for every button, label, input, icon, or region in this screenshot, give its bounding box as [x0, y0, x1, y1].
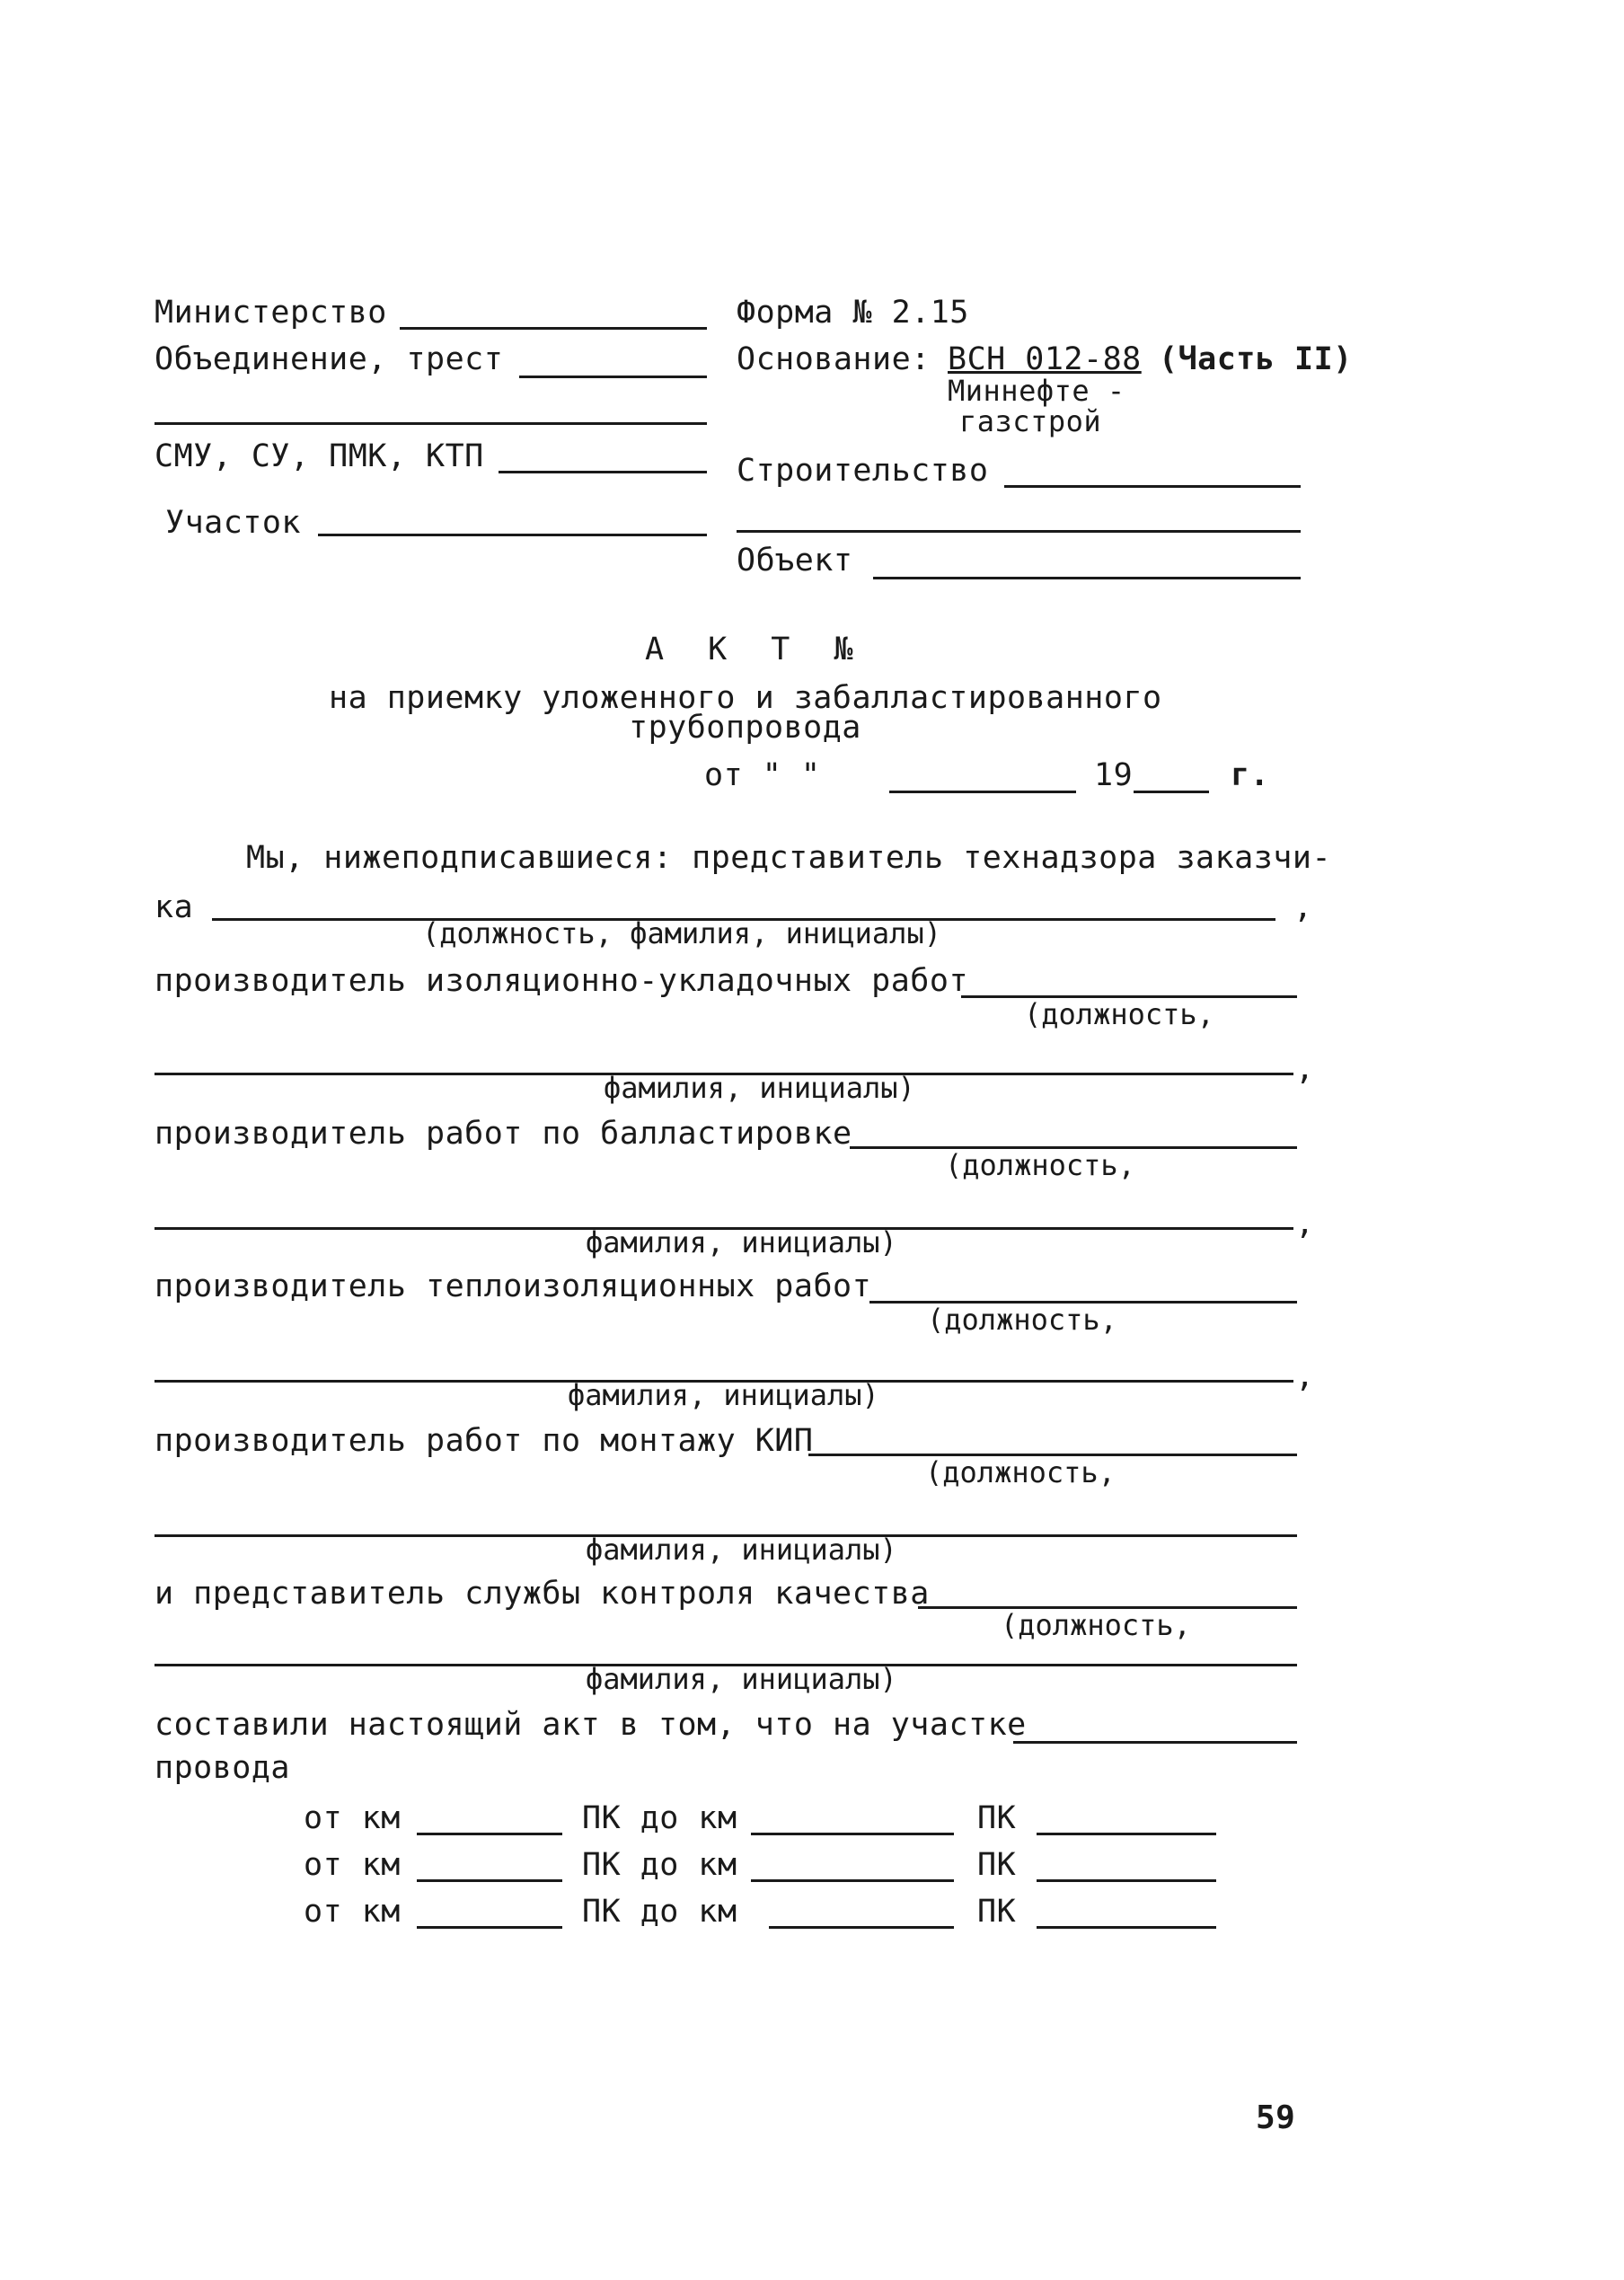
- conclusion-line-1: составили настоящий акт в том, что на участке: [154, 1707, 1027, 1743]
- row-1-pk-to-km: ПК до км: [582, 1800, 737, 1836]
- basis-label: Основание:: [737, 341, 931, 377]
- row-1-to-km-field[interactable]: [751, 1833, 954, 1835]
- row-2-pk-field[interactable]: [1037, 1879, 1216, 1882]
- row-3-from-km: от км: [304, 1894, 401, 1930]
- caption-role-3-name: фамилия, инициалы): [568, 1378, 879, 1412]
- row-3-to-km-field[interactable]: [769, 1926, 954, 1929]
- basis-org-2: газстрой: [959, 404, 1102, 438]
- row-3-pk-field[interactable]: [1037, 1926, 1216, 1929]
- page-number: 59: [1256, 2099, 1296, 2136]
- caption-role-2-name: фамилия, инициалы): [586, 1225, 897, 1259]
- association-label: Объединение, трест: [154, 341, 504, 377]
- section-field[interactable]: [318, 534, 707, 536]
- role-2-label: производитель работ по балластировке: [154, 1116, 852, 1152]
- row-3-from-km-field[interactable]: [417, 1926, 562, 1929]
- comma-3: ,: [1295, 1206, 1315, 1242]
- date-year: 19: [1094, 757, 1134, 793]
- row-3-pk-to-km: ПК до км: [582, 1894, 737, 1930]
- comma-4: ,: [1295, 1358, 1315, 1394]
- row-2-from-km-field[interactable]: [417, 1879, 562, 1882]
- object-field[interactable]: [873, 577, 1301, 579]
- association-field[interactable]: [519, 376, 707, 378]
- act-subtitle-2: трубопровода: [629, 710, 861, 746]
- object-label: Объект: [737, 543, 853, 579]
- date-from: от " ": [704, 757, 821, 793]
- role-5-label: и представитель службы контроля качества: [154, 1576, 930, 1612]
- date-g: г.: [1231, 757, 1270, 793]
- act-title: А К Т №: [645, 632, 866, 667]
- act-subtitle-1: на приемку уложенного и забалластированного: [329, 680, 1162, 716]
- intro-line-2: ка: [154, 889, 194, 925]
- section-name-field[interactable]: [1013, 1741, 1297, 1744]
- caption-role-3-pos: (должность,: [927, 1303, 1117, 1337]
- form-number: Форма № 2.15: [737, 295, 969, 331]
- smu-field[interactable]: [499, 471, 707, 473]
- date-month-field[interactable]: [889, 791, 1076, 793]
- row-1-from-km-field[interactable]: [417, 1833, 562, 1835]
- basis-part: (Часть II): [1159, 341, 1353, 377]
- role-4-label: производитель работ по монтажу КИП: [154, 1423, 814, 1459]
- row-1-from-km: от км: [304, 1800, 401, 1836]
- caption-role-4-name: фамилия, инициалы): [586, 1533, 897, 1567]
- role-1-label: производитель изоляционно-укладочных работ: [154, 963, 969, 999]
- row-2-pk-to-km: ПК до км: [582, 1847, 737, 1883]
- row-2-pk: ПК: [977, 1847, 1017, 1883]
- row-2-to-km-field[interactable]: [751, 1879, 954, 1882]
- caption-role-5-pos: (должность,: [1001, 1608, 1191, 1642]
- basis-org-1: Миннефте -: [948, 374, 1125, 408]
- date-year-field[interactable]: [1134, 791, 1209, 793]
- construction-field[interactable]: [1004, 485, 1301, 488]
- construction-field-2[interactable]: [737, 530, 1301, 533]
- caption-role-2-pos: (должность,: [945, 1148, 1135, 1182]
- row-1-pk: ПК: [977, 1800, 1017, 1836]
- caption-customer: (должность, фамилия, инициалы): [422, 916, 941, 950]
- intro-line-1: Мы, нижеподписавшиеся: представитель технадзора заказчи-: [246, 840, 1332, 876]
- role-3-label: производитель теплоизоляционных работ: [154, 1268, 872, 1304]
- basis-doc: ВСН 012-88: [948, 341, 1142, 377]
- smu-label: СМУ, СУ, ПМК, КТП: [154, 438, 484, 474]
- row-3-pk: ПК: [977, 1894, 1017, 1930]
- section-label: Участок: [165, 505, 302, 541]
- caption-role-5-name: фамилия, инициалы): [586, 1662, 897, 1696]
- conclusion-line-2: провода: [154, 1750, 291, 1786]
- ministry-label: Министерство: [154, 295, 387, 331]
- association-field-2[interactable]: [154, 422, 707, 425]
- ministry-field[interactable]: [400, 327, 707, 330]
- caption-role-4-pos: (должность,: [925, 1455, 1116, 1489]
- row-1-pk-field[interactable]: [1037, 1833, 1216, 1835]
- row-2-from-km: от км: [304, 1847, 401, 1883]
- comma-1: ,: [1293, 889, 1313, 925]
- construction-label: Строительство: [737, 453, 989, 489]
- caption-role-1-pos: (должность,: [1024, 997, 1214, 1031]
- comma-2: ,: [1295, 1051, 1315, 1087]
- caption-role-1-name: фамилия, инициалы): [604, 1071, 915, 1105]
